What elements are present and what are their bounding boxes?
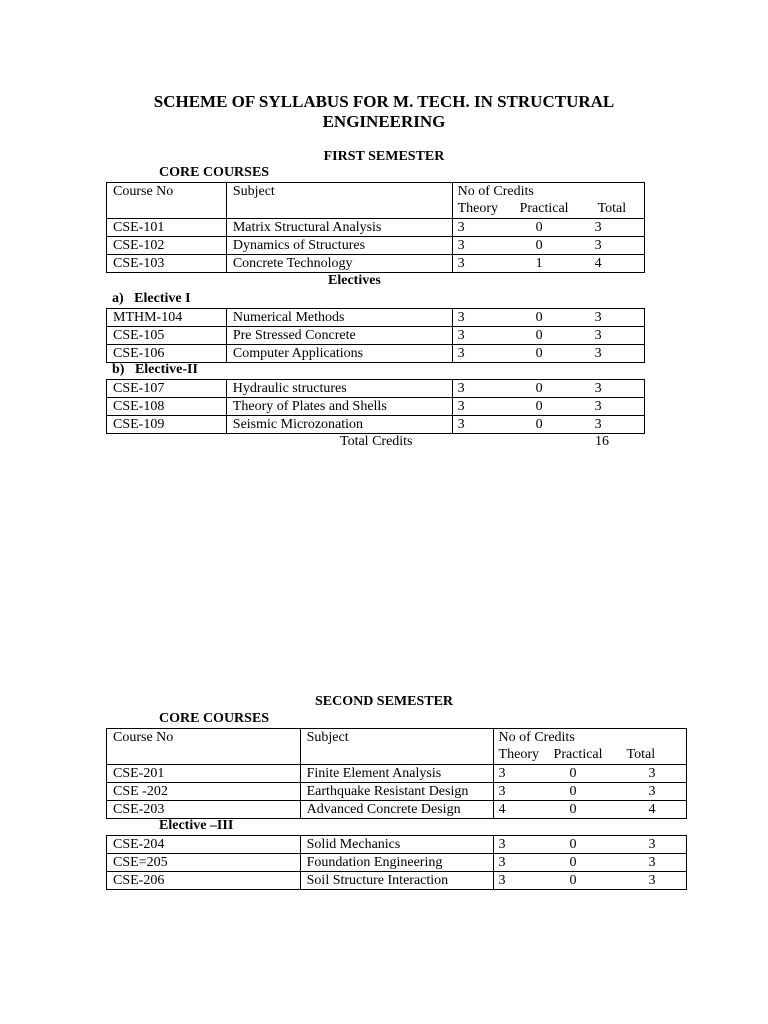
- header-total: Total: [626, 747, 656, 762]
- course-code: CSE-105: [107, 327, 227, 345]
- total-credits: 3: [594, 328, 602, 343]
- practical-credits: 0: [569, 766, 577, 781]
- table-row: [107, 219, 645, 237]
- course-subject: Hydraulic structures: [226, 380, 452, 398]
- credits-cell: [493, 765, 686, 783]
- course-code: CSE-106: [107, 345, 227, 363]
- sem1-core-courses-label: CORE COURSES: [159, 165, 270, 180]
- second-semester-heading: SECOND SEMESTER: [314, 694, 454, 709]
- header-subject: Subject: [226, 183, 452, 219]
- practical-credits: 0: [535, 381, 543, 396]
- practical-credits: 0: [569, 873, 577, 888]
- course-subject: Numerical Methods: [226, 309, 452, 327]
- credits-cell: [493, 801, 686, 819]
- header-course-no: Course No: [107, 729, 301, 765]
- credits-cell: [493, 836, 686, 854]
- table-row: [107, 237, 645, 255]
- total-credits: 3: [648, 766, 656, 781]
- course-subject: Soil Structure Interaction: [300, 872, 493, 890]
- practical-credits: 0: [535, 346, 543, 361]
- practical-credits: 1: [535, 256, 543, 271]
- sem2-core-table: [106, 728, 687, 819]
- theory-credits: 3: [498, 855, 506, 870]
- total-credits: 3: [648, 855, 656, 870]
- total-credits: 3: [594, 238, 602, 253]
- table-row: [107, 345, 645, 363]
- practical-credits: 0: [535, 310, 543, 325]
- elective-1-label: a) Elective I: [112, 291, 191, 306]
- header-credits: [493, 729, 686, 765]
- header-subject: Subject: [300, 729, 493, 765]
- total-credits: 3: [594, 220, 602, 235]
- header-theory: Theory: [457, 201, 499, 216]
- course-subject: Earthquake Resistant Design: [300, 783, 493, 801]
- document-title-line-1: SCHEME OF SYLLABUS FOR M. TECH. IN STRUCTURAL: [153, 92, 615, 111]
- total-credits: 3: [594, 399, 602, 414]
- course-code: CSE-206: [107, 872, 301, 890]
- theory-credits: 3: [457, 346, 465, 361]
- header-practical: Practical: [519, 201, 569, 216]
- total-credits: 3: [594, 310, 602, 325]
- practical-credits: 0: [535, 399, 543, 414]
- table-row: [107, 854, 687, 872]
- total-credits: 4: [648, 802, 656, 817]
- sem2-core-courses-label: CORE COURSES: [159, 711, 270, 726]
- course-code: CSE-102: [107, 237, 227, 255]
- course-code: CSE-204: [107, 836, 301, 854]
- table-row: [107, 872, 687, 890]
- credits-cell: [493, 872, 686, 890]
- course-subject: Theory of Plates and Shells: [226, 398, 452, 416]
- theory-credits: 3: [457, 417, 465, 432]
- table-row: [107, 416, 645, 434]
- credits-cell: [452, 345, 644, 363]
- credits-cell: [452, 237, 644, 255]
- credits-cell: [452, 255, 644, 273]
- course-code: MTHM-104: [107, 309, 227, 327]
- credits-cell: [452, 309, 644, 327]
- theory-credits: 3: [498, 784, 506, 799]
- course-subject: Computer Applications: [226, 345, 452, 363]
- theory-credits: 3: [498, 837, 506, 852]
- total-credits: 3: [648, 873, 656, 888]
- total-credits: 4: [594, 256, 602, 271]
- sem1-elective-2-table: [106, 379, 645, 434]
- table-row: [107, 380, 645, 398]
- elective-2-label: b) Elective-II: [112, 362, 198, 377]
- table-row: [107, 327, 645, 345]
- theory-credits: 3: [457, 220, 465, 235]
- credits-cell: [452, 416, 644, 434]
- course-subject: Matrix Structural Analysis: [226, 219, 452, 237]
- total-credits-value: 16: [595, 434, 609, 449]
- table-row: [107, 836, 687, 854]
- course-code: CSE-203: [107, 801, 301, 819]
- course-subject: Dynamics of Structures: [226, 237, 452, 255]
- theory-credits: 3: [457, 381, 465, 396]
- sem2-elective-3-table: [106, 835, 687, 890]
- course-code: CSE-108: [107, 398, 227, 416]
- header-credits-label: No of Credits: [498, 730, 575, 745]
- sem1-elective-1-table: [106, 308, 645, 363]
- table-header-row: [107, 729, 687, 765]
- document-title-line-2: ENGINEERING: [322, 112, 446, 131]
- practical-credits: 0: [569, 802, 577, 817]
- elective-3-label: Elective –III: [159, 818, 234, 833]
- course-subject: Concrete Technology: [226, 255, 452, 273]
- course-code: CSE-101: [107, 219, 227, 237]
- practical-credits: 0: [535, 238, 543, 253]
- theory-credits: 3: [457, 399, 465, 414]
- table-row: [107, 783, 687, 801]
- header-theory: Theory: [498, 747, 539, 762]
- theory-credits: 4: [498, 802, 506, 817]
- theory-credits: 3: [457, 310, 465, 325]
- course-code: CSE-103: [107, 255, 227, 273]
- first-semester-heading: FIRST SEMESTER: [323, 149, 445, 164]
- course-code: CSE -202: [107, 783, 301, 801]
- total-credits-label: Total Credits: [340, 434, 413, 449]
- course-subject: Advanced Concrete Design: [300, 801, 493, 819]
- practical-credits: 0: [535, 220, 543, 235]
- table-row: [107, 801, 687, 819]
- electives-label: Electives: [328, 273, 381, 288]
- table-row: [107, 309, 645, 327]
- header-course-no: Course No: [107, 183, 227, 219]
- course-code: CSE-107: [107, 380, 227, 398]
- theory-credits: 3: [498, 766, 506, 781]
- course-subject: Foundation Engineering: [300, 854, 493, 872]
- course-subject: Pre Stressed Concrete: [226, 327, 452, 345]
- practical-credits: 0: [569, 837, 577, 852]
- table-row: [107, 255, 645, 273]
- credits-cell: [452, 327, 644, 345]
- total-credits: 3: [594, 346, 602, 361]
- header-practical: Practical: [553, 747, 603, 762]
- practical-credits: 0: [535, 417, 543, 432]
- practical-credits: 0: [569, 784, 577, 799]
- table-row: [107, 765, 687, 783]
- credits-cell: [452, 380, 644, 398]
- header-credits: [452, 183, 644, 219]
- header-credits-label: No of Credits: [457, 184, 534, 199]
- course-subject: Solid Mechanics: [300, 836, 493, 854]
- theory-credits: 3: [457, 238, 465, 253]
- sem1-core-table: [106, 182, 645, 273]
- credits-cell: [493, 783, 686, 801]
- total-credits: 3: [648, 784, 656, 799]
- course-subject: Seismic Microzonation: [226, 416, 452, 434]
- total-credits: 3: [648, 837, 656, 852]
- practical-credits: 0: [569, 855, 577, 870]
- credits-cell: [452, 219, 644, 237]
- credits-cell: [452, 398, 644, 416]
- credits-cell: [493, 854, 686, 872]
- course-code: CSE-201: [107, 765, 301, 783]
- theory-credits: 3: [498, 873, 506, 888]
- table-row: [107, 398, 645, 416]
- theory-credits: 3: [457, 256, 465, 271]
- total-credits: 3: [594, 381, 602, 396]
- document-title: [0, 92, 768, 132]
- total-credits: 3: [594, 417, 602, 432]
- table-header-row: [107, 183, 645, 219]
- theory-credits: 3: [457, 328, 465, 343]
- course-subject: Finite Element Analysis: [300, 765, 493, 783]
- header-total: Total: [597, 201, 627, 216]
- course-code: CSE=205: [107, 854, 301, 872]
- course-code: CSE-109: [107, 416, 227, 434]
- practical-credits: 0: [535, 328, 543, 343]
